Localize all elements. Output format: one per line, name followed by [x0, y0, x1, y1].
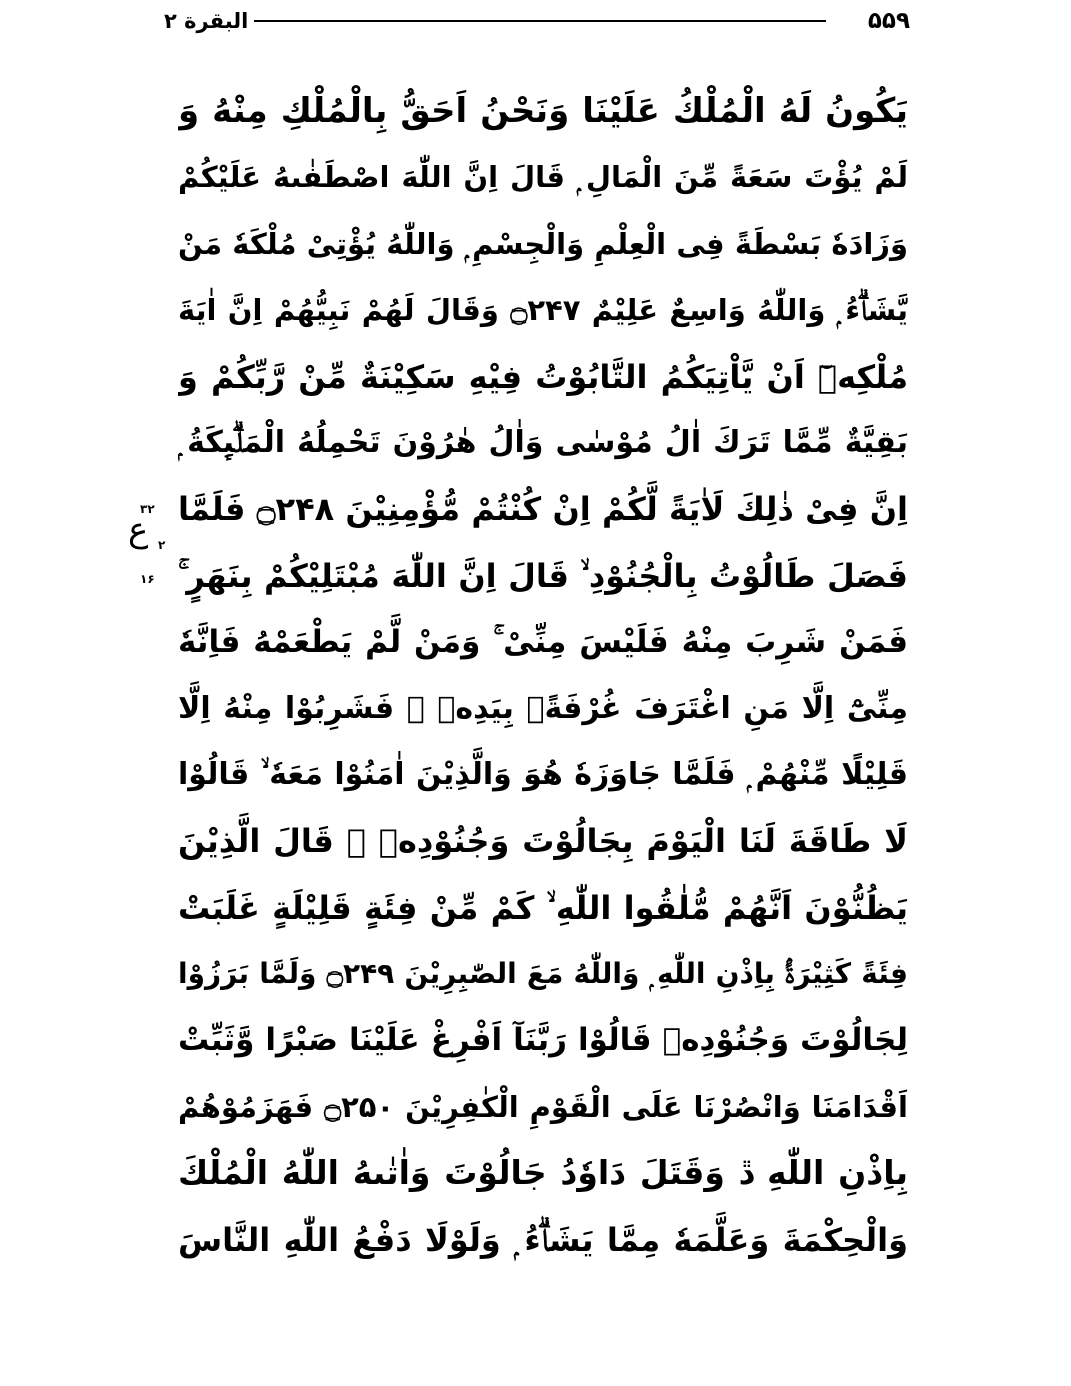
text-line: وَزَادَهٗ بَسْطَةً فِى الْعِلْمِ وَالْجِسْمِ ۭ وَاللّٰهُ يُؤْتِىْ مُلْكَهٗ مَنْ: [178, 226, 908, 261]
ruku-margin-mark: [118, 502, 168, 592]
text-line: لَا طَاقَةَ لَنَا الْيَوْمَ بِجَالُوْتَ وَجُنُوْدِهٖ ۭ قَالَ الَّذِيْنَ: [178, 822, 908, 861]
text-line: لَمْ يُؤْتَ سَعَةً مِّنَ الْمَالِ ۭ قَالَ اِنَّ اللّٰهَ اصْطَفٰىهُ عَلَيْكُمْ: [178, 160, 908, 195]
text-line: فِئَةً كَثِيْرَةًۢ بِاِذْنِ اللّٰهِ ۭ وَاللّٰهُ مَعَ الصّٰبِرِيْنَ ۝۲۴۹ وَلَمَّا بَرَزُوْا: [178, 957, 908, 991]
text-line: بَقِيَّةٌ مِّمَّا تَرَكَ اٰلُ مُوْسٰى وَاٰلُ هٰرُوْنَ تَحْمِلُهُ الْمَلٰۗىِٕكَةُ ۭ: [178, 424, 908, 460]
header-rule: [254, 20, 826, 22]
ruku-top-number: ۳۲: [140, 502, 155, 516]
ruku-bottom-number: ۱۶: [140, 572, 155, 586]
text-line: يَظُنُّوْنَ اَنَّهُمْ مُّلٰقُوا اللّٰهِ ۙ كَمْ مِّنْ فِئَةٍ قَلِيْلَةٍ غَلَبَتْ: [178, 888, 908, 927]
text-line: قَلِيْلًا مِّنْهُمْ ۭ فَلَمَّا جَاوَزَهٗ ھُوَ وَالَّذِيْنَ اٰمَنُوْا مَعَهٗ ۙ قَالُوْا: [178, 756, 908, 792]
page-header: [150, 6, 910, 40]
text-line: وَالْحِكْمَةَ وَعَلَّمَهٗ مِمَّا يَشَاۗءُ ۭ وَلَوْلَا دَفْعُ اللّٰهِ النَّاسَ: [178, 1220, 908, 1259]
ruku-middle-number: ۲: [158, 538, 166, 552]
text-line: مِنِّىْٓ اِلَّا مَنِ اغْتَرَفَ غُرْفَةًۢ بِيَدِهٖ ۚ فَشَرِبُوْا مِنْهُ اِلَّا: [178, 690, 908, 726]
page-number: ۵۵۹: [867, 8, 910, 34]
ruku-ain-symbol: ع: [128, 510, 149, 550]
quran-text-block: [178, 78, 908, 1273]
text-line: اِنَّ فِىْ ذٰلِكَ لَاٰيَةً لَّكُمْ اِنْ كُنْتُمْ مُّؤْمِنِيْنَ ۝۲۴۸ فَلَمَّا: [178, 490, 908, 529]
text-line: بِاِذْنِ اللّٰهِ ڐ وَقَتَلَ دَاوٗدُ جَالُوْتَ وَاٰتٰىهُ اللّٰهُ الْمُلْكَ: [178, 1153, 908, 1193]
text-line: اَقْدَامَنَا وَانْصُرْنَا عَلَى الْقَوْمِ الْكٰفِرِيْنَ ۝۲۵۰ فَهَزَمُوْهُمْ: [178, 1089, 908, 1124]
text-line: لِجَالُوْتَ وَجُنُوْدِهٖ قَالُوْا رَبَّنَآ اَفْرِغْ عَلَيْنَا صَبْرًا وَّثَبِّتْ: [178, 1022, 908, 1059]
text-line: يَّشَاۗءُ ۭ وَاللّٰهُ وَاسِعٌ عَلِيْمٌ ۝۲۴۷ وَقَالَ لَهُمْ نَبِيُّهُمْ اِنَّ اٰيَةَ: [178, 293, 908, 328]
text-line: يَكُونُ لَهُ الْمُلْكُ عَلَيْنَا وَنَحْنُ اَحَقُّ بِالْمُلْكِ مِنْهُ وَ: [178, 91, 908, 131]
text-line: مُلْكِهٖٓ اَنْ يَّاْتِيَكُمُ التَّابُوْتُ فِيْهِ سَكِيْنَةٌ مِّنْ رَّبِّكُمْ وَ: [178, 357, 908, 396]
surah-name: البقرة ۲: [164, 9, 249, 33]
text-line: فَمَنْ شَرِبَ مِنْهُ فَلَيْسَ مِنِّىْ ۚ وَمَنْ لَّمْ يَطْعَمْهُ فَاِنَّهٗ: [178, 624, 908, 661]
text-line: فَصَلَ طَالُوْتُ بِالْجُنُوْدِ ۙ قَالَ اِنَّ اللّٰهَ مُبْتَلِيْكُمْ بِنَهَرٍ ۚ: [178, 556, 908, 595]
